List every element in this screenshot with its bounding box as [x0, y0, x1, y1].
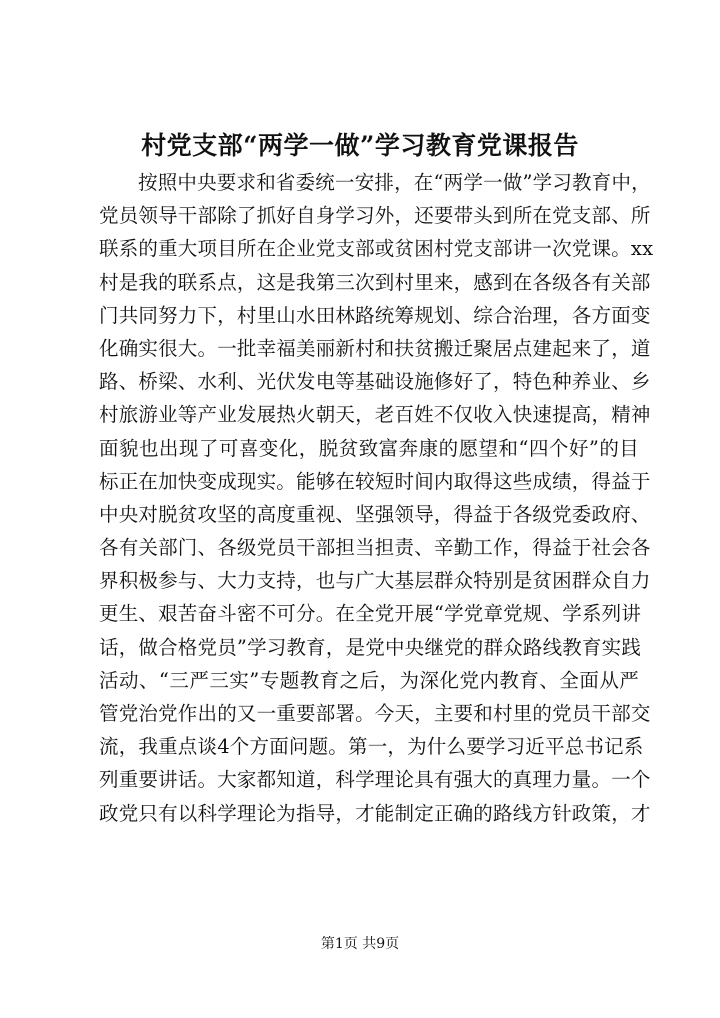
body-line: 标正在加快变成现实。能够在较短时间内取得这些成绩，得益于 — [99, 469, 651, 493]
body-line: 话，做合格党员”学习教育，是党中央继党的群众路线教育实践 — [99, 635, 642, 659]
body-line: 党员领导干部除了抓好自身学习外，还要带头到所在党支部、所 — [99, 204, 651, 228]
body-line: 路、桥梁、水利、光伏发电等基础设施修好了，特色种养业、乡 — [99, 370, 651, 394]
body-line: 各有关部门、各级党员干部担当担责、辛勤工作，得益于社会各 — [99, 536, 651, 560]
body-line: 村是我的联系点，这是我第三次到村里来，感到在各级各有关部 — [99, 270, 651, 294]
document-body — [99, 166, 654, 830]
body-line: 流，我重点谈4个方面问题。第一，为什么要学习近平总书记系 — [99, 735, 644, 759]
body-line: 面貌也出现了可喜变化，脱贫致富奔康的愿望和“四个好”的目 — [99, 436, 639, 460]
body-line: 联系的重大项目所在企业党支部或贫困村党支部讲一次党课。xx — [99, 237, 654, 261]
body-line: 中央对脱贫攻坚的高度重视、坚强领导，得益于各级党委政府、 — [99, 502, 651, 526]
body-line: 列重要讲话。大家都知道，科学理论具有强大的真理力量。一个 — [99, 768, 651, 792]
page-footer: 第1页 共9页 — [320, 936, 400, 952]
body-line: 按照中央要求和省委统一安排，在“两学一做”学习教育中， — [138, 171, 651, 194]
body-line: 更生、艰苦奋斗密不可分。在全党开展“学党章党规、学系列讲 — [99, 602, 642, 626]
body-line: 村旅游业等产业发展热火朝天，老百姓不仅收入快速提高，精神 — [99, 403, 651, 427]
body-line: 活动、“三严三实”专题教育之后，为深化党内教育、全面从严 — [99, 668, 639, 692]
body-line: 界积极参与、大力支持，也与广大基层群众特别是贫困群众自力 — [99, 569, 651, 593]
document-title: 村党支部“两学一做”学习教育党课报告 — [141, 131, 579, 160]
body-line: 管党治党作出的又一重要部署。今天，主要和村里的党员干部交 — [99, 702, 651, 725]
body-line: 门共同努力下，村里山水田林路统筹规划、综合治理，各方面变 — [99, 303, 651, 327]
body-line: 政党只有以科学理论为指导，才能制定正确的路线方针政策，才 — [99, 801, 651, 825]
body-line: 化确实很大。一批幸福美丽新村和扶贫搬迁聚居点建起来了，道 — [99, 336, 651, 360]
